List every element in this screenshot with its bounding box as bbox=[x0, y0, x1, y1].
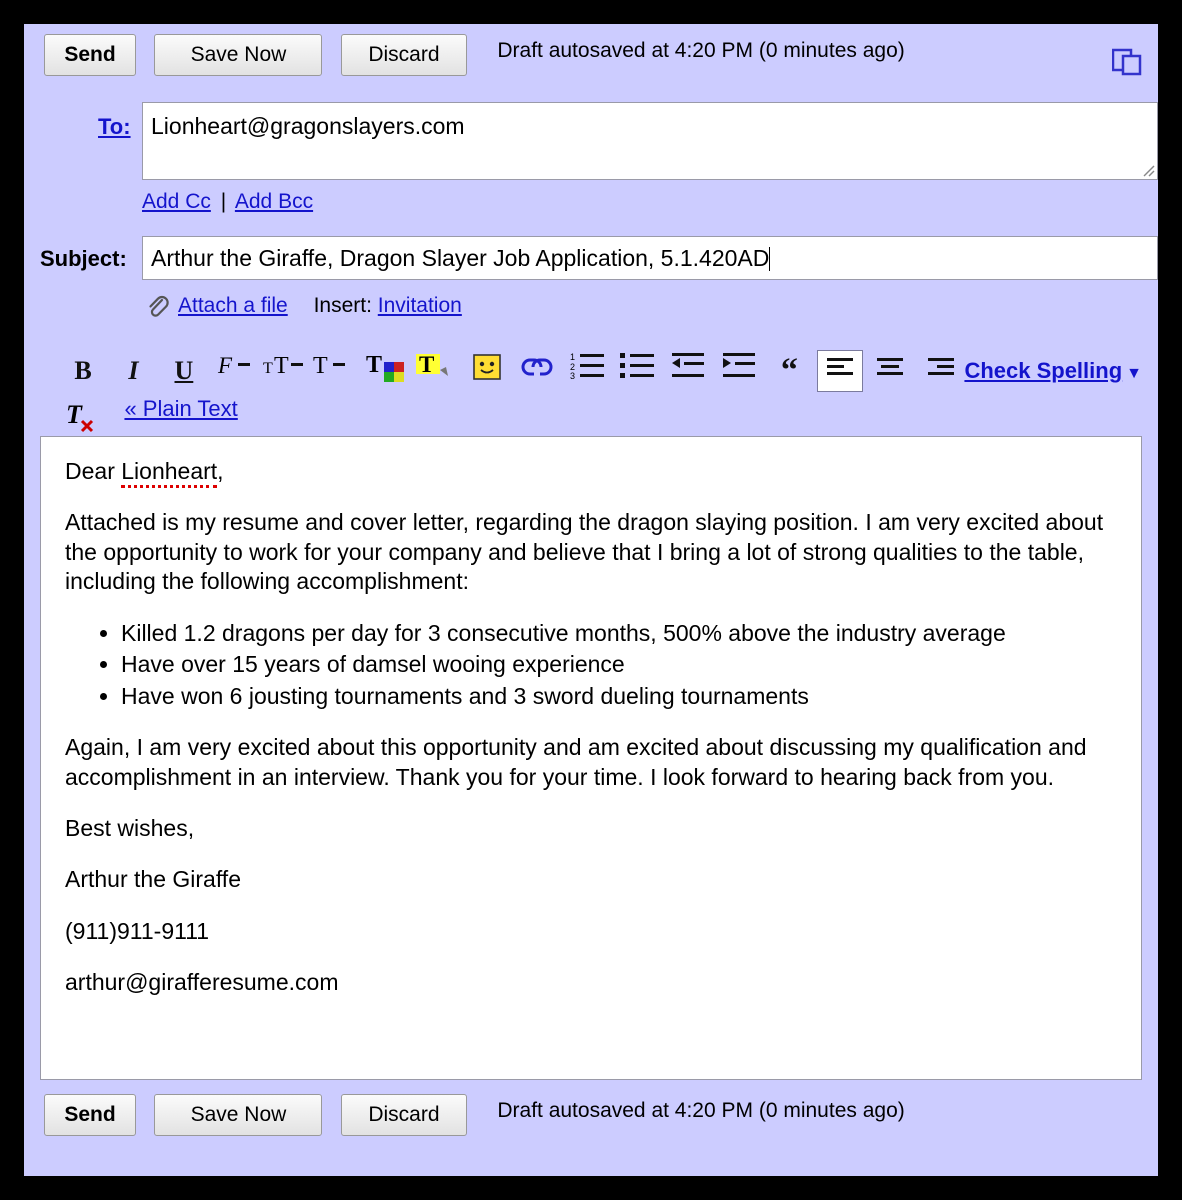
blockquote-icon[interactable]: “ bbox=[780, 352, 798, 389]
align-center-icon[interactable] bbox=[867, 350, 913, 392]
bulleted-list-icon[interactable] bbox=[615, 350, 661, 392]
svg-text:T: T bbox=[365, 352, 382, 378]
svg-text:T: T bbox=[262, 360, 273, 377]
body-paragraph-2: Again, I am very excited about this opportunity and am excited about discussing my qualification and accomplishment in an interview. Thank you for your time. I look forward to hearing back from you. bbox=[65, 734, 1087, 790]
subject-input-value: Arthur the Giraffe, Dragon Slayer Job Application, 5.1.420AD bbox=[151, 245, 770, 271]
align-right-icon[interactable] bbox=[918, 350, 964, 392]
message-body[interactable] bbox=[40, 436, 1142, 1080]
sender-email: arthur@girafferesume.com bbox=[65, 969, 339, 996]
svg-text:1: 1 bbox=[569, 352, 575, 362]
text-caret bbox=[769, 247, 770, 271]
remove-formatting-icon[interactable] bbox=[60, 399, 106, 441]
formatting-toolbar-row-1 bbox=[60, 344, 1158, 396]
sender-phone: (911)911-9111 bbox=[65, 917, 210, 944]
insert-label: Insert: bbox=[313, 294, 372, 317]
discard-button[interactable]: Discard bbox=[341, 34, 467, 76]
underline-icon[interactable]: U bbox=[174, 356, 194, 385]
svg-text:F: F bbox=[218, 353, 233, 378]
insert-link-icon[interactable] bbox=[514, 350, 560, 392]
svg-text:T: T bbox=[313, 353, 328, 379]
svg-text:T: T bbox=[273, 353, 289, 379]
italic-icon[interactable]: I bbox=[128, 356, 139, 385]
highlight-color-icon[interactable] bbox=[413, 350, 459, 392]
to-label-link[interactable]: To: bbox=[98, 114, 131, 139]
subject-input-value-wrap bbox=[143, 237, 1157, 280]
greeting-name: Lionheart bbox=[121, 458, 217, 488]
align-left-icon[interactable] bbox=[817, 350, 863, 392]
formatting-toolbar-row-2 bbox=[60, 396, 1158, 436]
svg-text:T: T bbox=[419, 352, 435, 377]
top-toolbar bbox=[24, 24, 1158, 92]
autosave-status-bottom: Draft autosaved at 4:20 PM (0 minutes ago) bbox=[497, 1099, 905, 1122]
list-item: • Killed 1.2 dragons per day for 3 consecutive months, 500% above the industry average bbox=[121, 619, 1117, 648]
sign-off: Best wishes, bbox=[65, 814, 195, 841]
svg-text:3: 3 bbox=[569, 371, 575, 380]
to-input[interactable] bbox=[142, 102, 1158, 180]
font-family-icon[interactable] bbox=[211, 350, 257, 392]
popout-window-icon[interactable] bbox=[1112, 46, 1142, 76]
greeting-line bbox=[65, 457, 1117, 486]
subject-input[interactable] bbox=[142, 236, 1158, 280]
send-button-bottom[interactable]: Send bbox=[44, 1094, 136, 1136]
add-bcc-link[interactable]: Add Bcc bbox=[234, 190, 314, 213]
indent-icon[interactable] bbox=[716, 350, 762, 392]
bottom-toolbar bbox=[24, 1080, 1158, 1170]
save-now-button-bottom[interactable]: Save Now bbox=[154, 1094, 322, 1136]
greeting-suffix: , bbox=[217, 458, 224, 484]
to-input-value: Lionheart@gragonslayers.com bbox=[151, 113, 465, 139]
send-button[interactable]: Send bbox=[44, 34, 136, 76]
resize-grip-icon[interactable] bbox=[1139, 161, 1155, 177]
greeting-prefix: Dear bbox=[65, 458, 122, 484]
paperclip-icon[interactable] bbox=[144, 294, 170, 320]
attach-a-file-link[interactable]: Attach a file bbox=[178, 294, 288, 317]
svg-text:T: T bbox=[66, 399, 82, 429]
subject-row bbox=[24, 236, 1158, 282]
attach-row bbox=[24, 282, 1158, 344]
numbered-list-icon[interactable] bbox=[565, 350, 611, 392]
formatting-toolbar bbox=[24, 344, 1158, 436]
chevron-down-icon: ▼ bbox=[1126, 365, 1142, 382]
cc-bcc-separator: | bbox=[220, 190, 227, 213]
cc-bcc-row bbox=[24, 180, 1158, 236]
font-size-decrease-icon[interactable] bbox=[262, 350, 308, 392]
compose-window bbox=[22, 22, 1160, 1178]
to-row bbox=[24, 102, 1158, 180]
list-item: • Have won 6 jousting tournaments and 3 sword dueling tournaments bbox=[121, 682, 1117, 711]
plain-text-link[interactable]: « Plain Text bbox=[124, 396, 238, 421]
add-cc-link[interactable]: Add Cc bbox=[142, 190, 211, 213]
subject-label: Subject: bbox=[40, 246, 127, 271]
list-item: • Have over 15 years of damsel wooing experience bbox=[121, 650, 1117, 679]
body-paragraph-1: Attached is my resume and cover letter, regarding the dragon slaying position. I am very excited about the opportunity to work for your company and believe that I bring a lot of strong qualities to the table, including the following accomplishment: bbox=[65, 509, 1104, 595]
save-now-button[interactable]: Save Now bbox=[154, 34, 322, 76]
autosave-status-top: Draft autosaved at 4:20 PM (0 minutes ago) bbox=[497, 39, 905, 62]
emoji-icon[interactable] bbox=[464, 350, 510, 392]
bold-icon[interactable]: B bbox=[74, 356, 92, 385]
svg-text:2: 2 bbox=[569, 362, 575, 372]
text-color-icon[interactable] bbox=[363, 350, 409, 392]
sender-name: Arthur the Giraffe bbox=[65, 866, 241, 893]
insert-invitation-link[interactable]: Invitation bbox=[377, 294, 462, 317]
font-size-increase-icon[interactable] bbox=[312, 350, 358, 392]
check-spelling-button[interactable] bbox=[964, 358, 1142, 384]
accomplishments-list bbox=[65, 619, 1117, 711]
discard-button-bottom[interactable]: Discard bbox=[341, 1094, 467, 1136]
check-spelling-label: Check Spelling bbox=[964, 358, 1123, 383]
outdent-icon[interactable] bbox=[665, 350, 711, 392]
